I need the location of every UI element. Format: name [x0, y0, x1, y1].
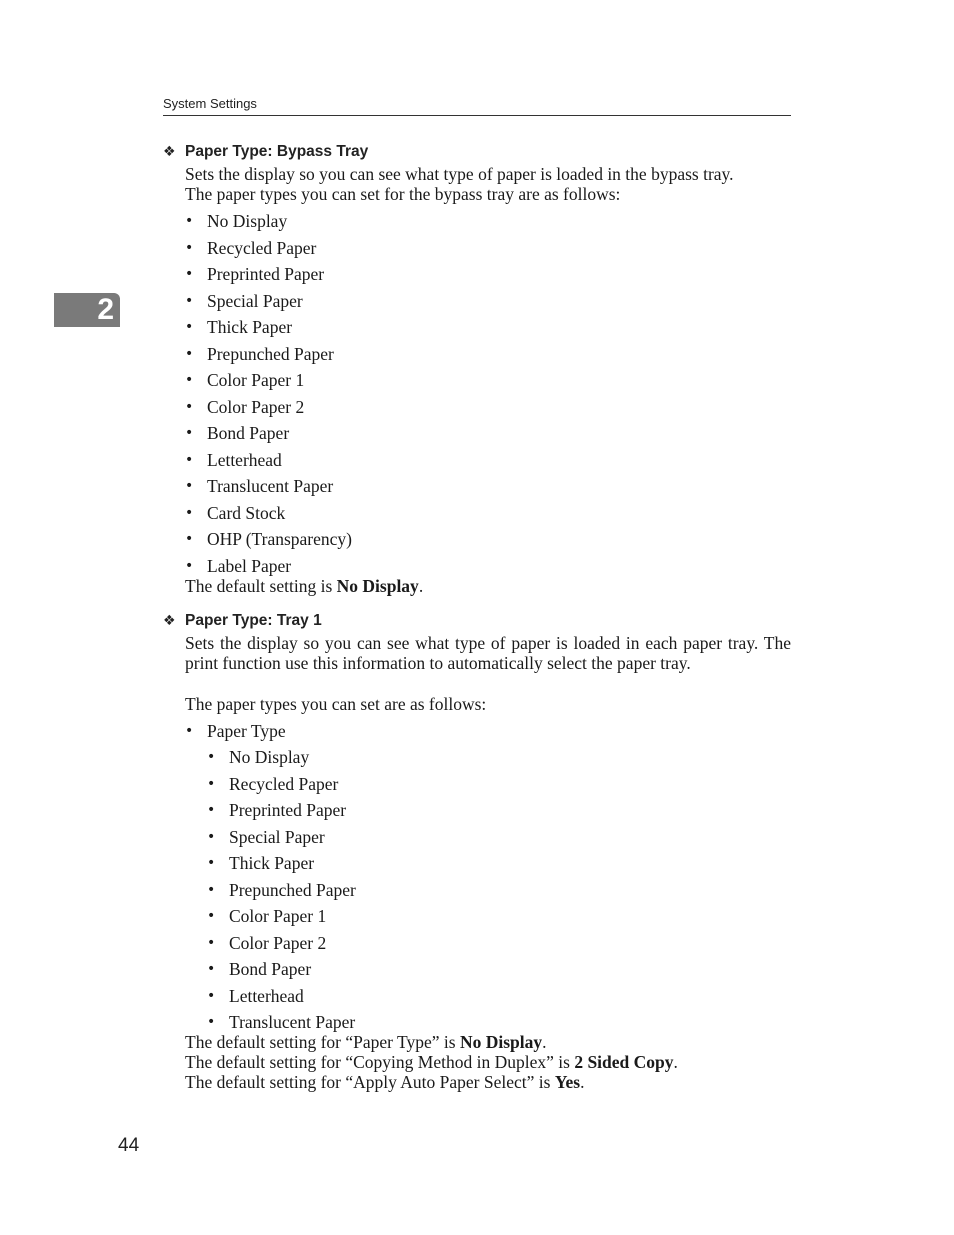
bullet-icon: • — [185, 266, 194, 282]
list-item — [185, 317, 785, 344]
list-item-label: Recycled Paper — [207, 237, 317, 258]
list-item — [185, 211, 785, 238]
list-item-label: Thick Paper — [207, 317, 293, 337]
diamond-bullet-icon: ❖ — [163, 144, 176, 160]
list-item-label: Card Stock — [207, 502, 286, 523]
bullet-icon: • — [185, 319, 194, 335]
list-item-label: Color Paper 2 — [207, 396, 305, 417]
bullet-icon: • — [185, 292, 194, 309]
section-heading-text: Paper Type: Bypass Tray — [185, 143, 369, 160]
list-item-label: Prepunched Paper — [207, 343, 334, 364]
list-item — [207, 959, 787, 986]
list-item-label: Preprinted Paper — [229, 800, 347, 820]
list-item-label: OHP (Transparency) — [207, 529, 352, 549]
list-item-label: Recycled Paper — [229, 773, 339, 794]
default-setting-text — [185, 576, 791, 596]
list-item-label: Color Paper 1 — [207, 370, 305, 390]
default-prefix: The default setting for “Paper Type” is — [185, 1032, 460, 1052]
list-item-label: Bond Paper — [207, 423, 290, 443]
bullet-icon: • — [185, 531, 194, 547]
bullet-icon: • — [185, 213, 194, 229]
default-value: 2 Sided Copy — [574, 1052, 674, 1072]
chapter-number: 2 — [97, 293, 114, 326]
paper-type-list-bypass — [185, 211, 785, 582]
list-item-label: Special Paper — [229, 826, 325, 847]
list-item — [185, 344, 785, 371]
chapter-tab — [54, 293, 120, 327]
bullet-icon: • — [185, 451, 194, 468]
list-item-label: Prepunched Paper — [229, 879, 356, 900]
bullet-icon: • — [185, 504, 194, 521]
list-item-label: Label Paper — [207, 555, 292, 576]
list-item-label: Thick Paper — [229, 853, 315, 873]
list-item-label: No Display — [229, 747, 310, 767]
bullet-icon: • — [185, 239, 194, 256]
bullet-icon: • — [185, 425, 194, 441]
section-heading-text: Paper Type: Tray 1 — [185, 612, 322, 629]
list-item — [185, 291, 785, 318]
list-item — [207, 800, 787, 827]
bullet-icon: • — [207, 934, 216, 951]
list-item — [185, 529, 785, 556]
default-setting-line — [185, 1052, 791, 1072]
bullet-icon: • — [207, 961, 216, 977]
bullet-icon: • — [207, 908, 216, 924]
default-suffix: . — [418, 576, 424, 596]
bullet-icon: • — [185, 372, 194, 388]
default-setting-line — [185, 1072, 791, 1092]
list-item-label: Special Paper — [207, 290, 303, 311]
description-line: The paper types you can set for the bypass tray are as follows: — [185, 184, 621, 204]
bullet-icon: • — [185, 723, 194, 739]
list-item — [185, 503, 785, 530]
list-item-label: Paper Type — [207, 721, 286, 741]
running-header: System Settings — [163, 96, 257, 111]
bullet-icon: • — [207, 1014, 216, 1030]
paper-type-sublist-tray1 — [207, 747, 787, 1039]
list-item — [185, 423, 785, 450]
list-item-label: Color Paper 2 — [229, 932, 327, 953]
list-item-label: Letterhead — [229, 985, 304, 1006]
bullet-icon: • — [207, 802, 216, 818]
list-item — [185, 721, 785, 748]
list-item-label: Bond Paper — [229, 959, 312, 979]
paper-type-list-tray1 — [185, 721, 785, 748]
list-item — [207, 853, 787, 880]
list-item — [207, 933, 787, 960]
bullet-icon: • — [207, 987, 216, 1004]
list-item — [185, 476, 785, 503]
default-suffix: . — [580, 1072, 585, 1092]
list-item — [207, 986, 787, 1013]
list-item — [185, 264, 785, 291]
description-line: Sets the display so you can see what type of paper is loaded in the bypass tray. — [185, 164, 734, 184]
bullet-icon: • — [185, 398, 194, 415]
default-suffix: . — [542, 1032, 547, 1052]
default-prefix: The default setting for “Apply Auto Paper Select” is — [185, 1072, 555, 1092]
default-prefix: The default setting for “Copying Method in Duplex” is — [185, 1052, 575, 1072]
list-item-label: Color Paper 1 — [229, 906, 327, 926]
section-heading-tray-1 — [163, 612, 322, 630]
list-item-label: Translucent Paper — [229, 1012, 356, 1032]
bullet-icon: • — [207, 881, 216, 898]
list-item-label: Preprinted Paper — [207, 264, 325, 284]
page-number: 44 — [118, 1135, 140, 1156]
default-value: No Display — [459, 1032, 543, 1052]
list-item — [185, 397, 785, 424]
bullet-icon: • — [185, 557, 194, 574]
list-item-label: Translucent Paper — [207, 476, 334, 496]
section-heading-bypass-tray — [163, 143, 368, 161]
diamond-bullet-icon: ❖ — [163, 613, 176, 629]
description-line: The paper types you can set are as follows: — [185, 694, 487, 714]
default-setting-line — [185, 1032, 791, 1052]
list-item — [207, 747, 787, 774]
list-item-label: No Display — [207, 211, 288, 231]
list-item — [185, 450, 785, 477]
list-item — [185, 238, 785, 265]
list-item-label: Letterhead — [207, 449, 282, 470]
bullet-icon: • — [207, 749, 216, 765]
default-suffix: . — [673, 1052, 678, 1072]
section-description — [185, 164, 791, 204]
section-description: Sets the display so you can see what type of paper is loaded in each paper tray. The print function use this information to automatically select the paper tray. — [185, 633, 791, 673]
list-item — [207, 827, 787, 854]
list-item — [207, 906, 787, 933]
default-settings-block — [185, 1032, 791, 1092]
bullet-icon: • — [207, 855, 216, 871]
default-value: Yes — [554, 1072, 581, 1092]
bullet-icon: • — [207, 775, 216, 792]
default-prefix: The default setting is — [185, 576, 337, 596]
list-item — [207, 774, 787, 801]
bullet-icon: • — [185, 345, 194, 362]
bullet-icon: • — [185, 478, 194, 494]
header-rule — [163, 115, 791, 116]
bullet-icon: • — [207, 828, 216, 845]
default-value: No Display — [336, 576, 419, 596]
list-item — [207, 880, 787, 907]
list-item — [185, 370, 785, 397]
